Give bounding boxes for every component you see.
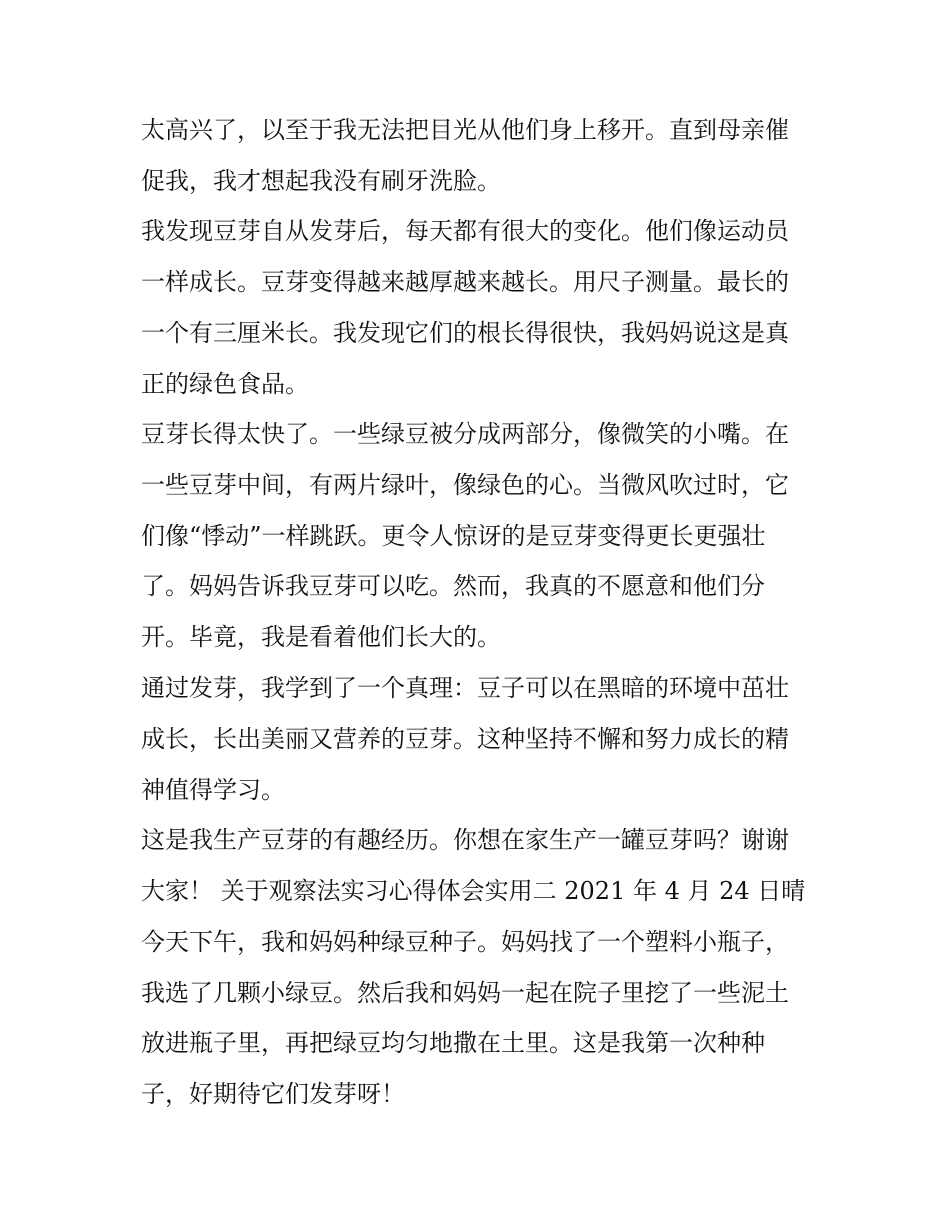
text-line: 豆芽长得太快了。一些绿豆被分成两部分，像微笑的小嘴。在: [141, 420, 789, 448]
text-line: 子，好期待它们发芽呀！: [141, 1080, 405, 1108]
text-line: 太高兴了，以至于我无法把目光从他们身上移开。直到母亲催: [141, 116, 789, 144]
text-line: 一个有三厘米长。我发现它们的根长得很快，我妈妈说这是真: [141, 319, 789, 347]
text-line: 这是我生产豆芽的有趣经历。你想在家生产一罐豆芽吗？谢谢: [141, 826, 789, 854]
text-line: 我选了几颗小绿豆。然后我和妈妈一起在院子里挖了一些泥土: [141, 979, 789, 1007]
text-line: 神值得学习。: [141, 776, 285, 804]
text-line: 一样成长。豆芽变得越来越厚越来越长。用尺子测量。最长的: [141, 268, 789, 296]
text-line: 正的绿色食品。: [141, 370, 309, 398]
text-line: 今天下午，我和妈妈种绿豆种子。妈妈找了一个塑料小瓶子，: [141, 928, 789, 956]
text-line: 开。毕竟，我是看着他们长大的。: [141, 623, 501, 651]
text-line: 我发现豆芽自从发芽后，每天都有很大的变化。他们像运动员: [141, 217, 789, 245]
text-line: 成长，长出美丽又营养的豆芽。这种坚持不懈和努力成长的精: [141, 725, 789, 753]
text-line: 们像“悸动”一样跳跃。更令人惊讶的是豆芽变得更长更强壮: [141, 522, 766, 550]
text-line: 大家！ 关于观察法实习心得体会实用二 2021 年 4 月 24 日晴: [141, 877, 806, 905]
text-line: 通过发芽，我学到了一个真理：豆子可以在黑暗的环境中茁壮: [141, 674, 789, 702]
text-line: 促我，我才想起我没有刷牙洗脸。: [141, 167, 501, 195]
text-line: 了。妈妈告诉我豆芽可以吃。然而，我真的不愿意和他们分: [141, 572, 765, 600]
text-line: 放进瓶子里，再把绿豆均匀地撒在土里。这是我第一次种种: [141, 1029, 765, 1057]
text-line: 一些豆芽中间，有两片绿叶，像绿色的心。当微风吹过时，它: [141, 471, 789, 499]
